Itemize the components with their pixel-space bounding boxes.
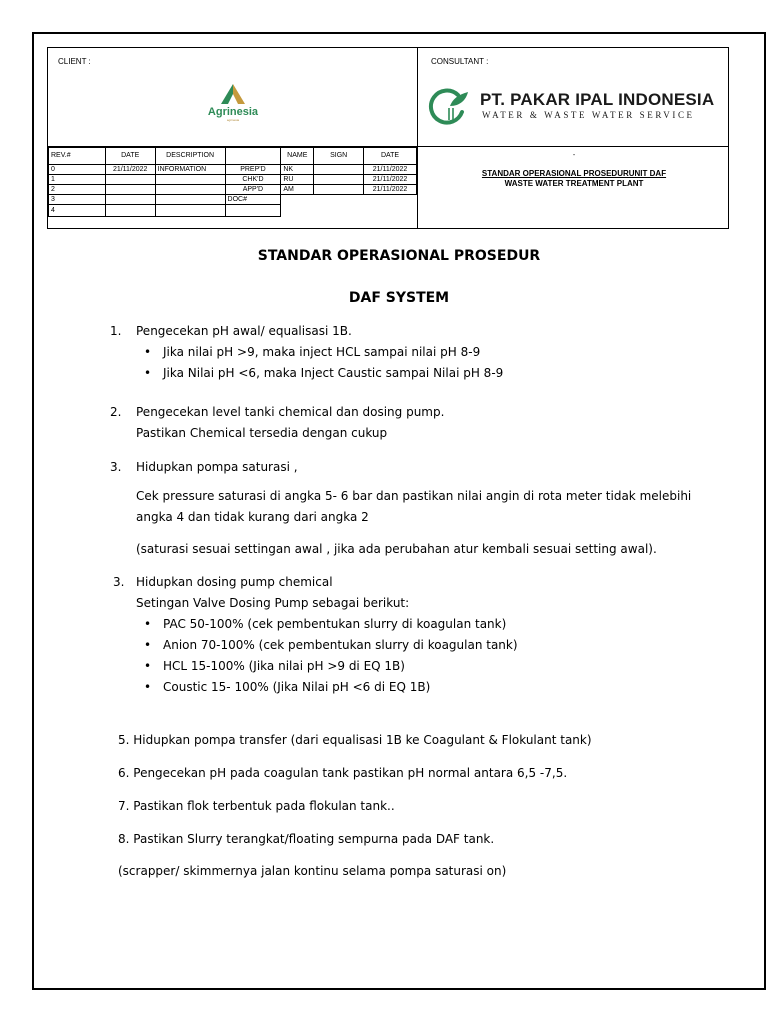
table-cell: 21/11/2022 xyxy=(364,185,417,195)
table-cell: NK xyxy=(281,165,314,175)
consultant-name: PT. PAKAR IPAL INDONESIA xyxy=(480,90,715,109)
step-number: 3. xyxy=(113,575,125,589)
table-cell: DOC# xyxy=(225,195,281,205)
table-row xyxy=(49,175,417,185)
table-cell xyxy=(281,205,314,217)
step-text: 8. Pastikan Slurry terangkat/floating sempurna pada DAF tank. xyxy=(118,832,495,846)
table-cell: PREP'D xyxy=(225,165,281,175)
document-page xyxy=(32,32,764,990)
step-text: Hidupkan pompa saturasi , xyxy=(136,460,298,474)
paragraph: Cek pressure saturasi di angka 5- 6 bar dan pastikan nilai angin di rota meter tidak melebihi xyxy=(136,489,692,503)
header-cell: SIGN xyxy=(314,148,364,165)
table-cell xyxy=(314,195,364,205)
paragraph: angka 4 dan tidak kurang dari angka 2 xyxy=(136,510,369,524)
step-text: Hidupkan dosing pump chemical xyxy=(136,575,333,589)
step-text: Pastikan Chemical tersedia dengan cukup xyxy=(136,426,388,440)
step-number: 3. xyxy=(110,460,122,474)
header-cell: DESCRIPTION xyxy=(155,148,225,165)
table-cell xyxy=(105,205,155,217)
table-row xyxy=(49,205,417,217)
doc-dot: - xyxy=(572,152,576,159)
table-cell xyxy=(155,185,225,195)
step-number: 1. xyxy=(110,324,122,338)
page-subtitle: DAF SYSTEM xyxy=(348,290,450,306)
table-cell xyxy=(225,205,281,217)
header-cell: REV.# xyxy=(49,148,106,165)
table-cell: 1 xyxy=(49,175,106,185)
list-item: • Coustic 15- 100% (Jika Nilai pH <6 di EQ 1B) xyxy=(163,680,430,694)
step-text: Pengecekan level tanki chemical dan dosing pump. xyxy=(136,405,445,419)
step-text: Pengecekan pH awal/ equalisasi 1B. xyxy=(136,324,352,338)
table-cell: CHK'D xyxy=(225,175,281,185)
doc-title-line-1: STANDAR OPERASIONAL PROSEDURUNIT DAF xyxy=(481,169,667,178)
step-text: 6. Pengecekan pH pada coagulan tank pastikan pH normal antara 6,5 -7,5. xyxy=(118,766,568,780)
client-logo-text: Agrinesia xyxy=(207,106,259,118)
page-title: STANDAR OPERASIONAL PROSEDUR xyxy=(257,248,541,264)
table-cell: 3 xyxy=(49,195,106,205)
table-row xyxy=(49,195,417,205)
table-row xyxy=(49,185,417,195)
step-number: 2. xyxy=(110,405,122,419)
header-cell: DATE xyxy=(105,148,155,165)
revision-table-header xyxy=(49,148,417,165)
header-cell xyxy=(225,148,281,165)
table-cell: 4 xyxy=(49,205,106,217)
list-item: • Jika nilai pH >9, maka inject HCL sampai nilai pH 8-9 xyxy=(163,345,480,359)
title-block-divider xyxy=(417,48,418,228)
list-item: • PAC 50-100% (cek pembentukan slurry di koagulan tank) xyxy=(163,617,506,631)
list-item: • HCL 15-100% (Jika nilai pH >9 di EQ 1B) xyxy=(163,659,405,673)
client-label: CLIENT : xyxy=(58,57,91,66)
table-cell: 21/11/2022 xyxy=(364,175,417,185)
page-border xyxy=(764,32,766,990)
table-cell xyxy=(314,205,364,217)
client-logo xyxy=(193,84,273,134)
table-cell: 21/11/2022 xyxy=(364,165,417,175)
doc-title-line-2: WASTE WATER TREATMENT PLANT xyxy=(504,179,644,188)
table-cell xyxy=(155,205,225,217)
step-text: 5. Hidupkan pompa transfer (dari equalisasi 1B ke Coagulant & Flokulant tank) xyxy=(118,733,592,747)
table-cell: AM xyxy=(281,185,314,195)
table-cell xyxy=(314,175,364,185)
header-cell: DATE xyxy=(364,148,417,165)
list-item: • Jika Nilai pH <6, maka Inject Caustic sampai Nilai pH 8-9 xyxy=(163,366,503,380)
revision-table xyxy=(48,147,417,217)
client-logo-tagline: agrinesia xyxy=(226,118,240,122)
table-cell: APP'D xyxy=(225,185,281,195)
agrinesia-logo-icon xyxy=(221,84,245,104)
table-cell xyxy=(105,195,155,205)
table-cell xyxy=(155,195,225,205)
table-cell xyxy=(105,185,155,195)
header-cell: NAME xyxy=(281,148,314,165)
step-text: 7. Pastikan flok terbentuk pada flokulan tank.. xyxy=(118,799,395,813)
table-cell xyxy=(364,205,417,217)
table-cell xyxy=(105,175,155,185)
step-text: Setingan Valve Dosing Pump sebagai berikut: xyxy=(136,596,410,610)
table-cell xyxy=(314,185,364,195)
table-cell: RU xyxy=(281,175,314,185)
table-cell xyxy=(364,195,417,205)
table-cell: 0 xyxy=(49,165,106,175)
list-item: • Anion 70-100% (cek pembentukan slurry di koagulan tank) xyxy=(163,638,518,652)
table-cell: 21/11/2022 xyxy=(105,165,155,175)
consultant-label: CONSULTANT : xyxy=(431,57,489,66)
table-cell xyxy=(314,165,364,175)
table-cell xyxy=(155,175,225,185)
paragraph: (saturasi sesuai settingan awal , jika ada perubahan atur kembali sesuai setting awal). xyxy=(136,542,657,556)
table-row xyxy=(49,165,417,175)
consultant-subtitle: WATER & WASTE WATER SERVICE xyxy=(482,110,695,120)
table-cell: 2 xyxy=(49,185,106,195)
table-cell xyxy=(281,195,314,205)
title-block xyxy=(47,47,729,229)
leaf-logo-icon xyxy=(428,86,468,126)
paragraph: (scrapper/ skimmernya jalan kontinu selama pompa saturasi on) xyxy=(118,864,507,878)
consultant-logo xyxy=(428,86,728,130)
table-cell: INFORMATION xyxy=(155,165,225,175)
